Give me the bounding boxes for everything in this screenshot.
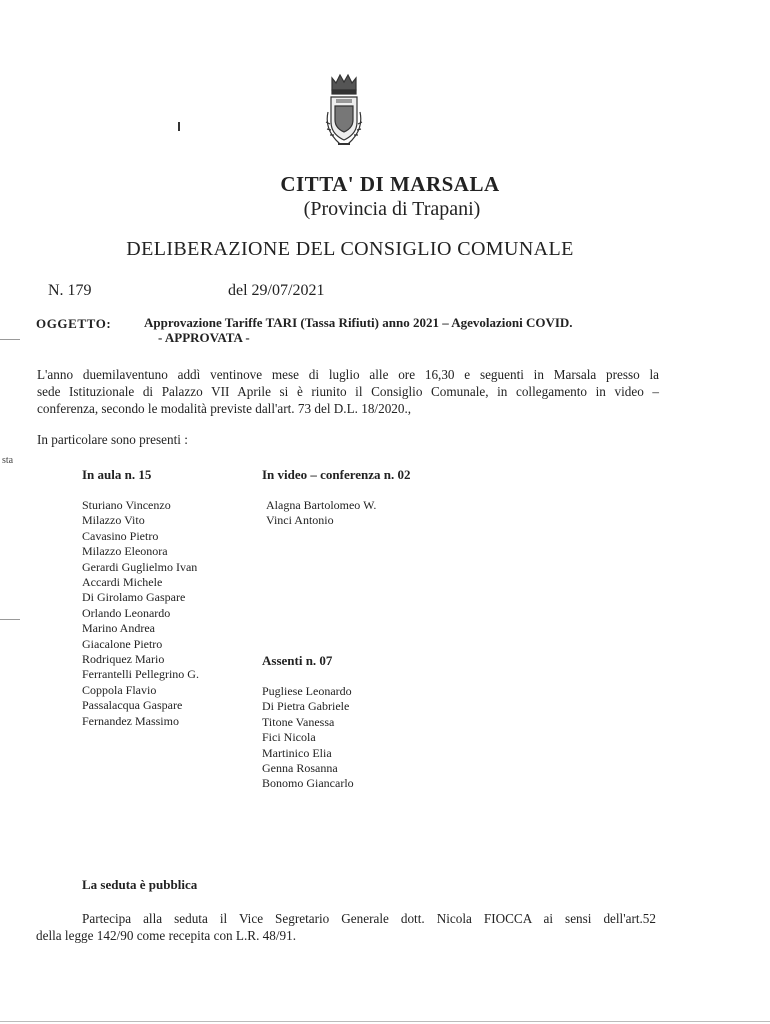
list-item: Ferrantelli Pellegrino G.	[82, 667, 199, 682]
in-aula-list	[82, 498, 199, 729]
list-item: Cavasino Pietro	[82, 528, 159, 543]
assenti-list	[262, 684, 354, 792]
secretary-line: Partecipa alla seduta il Vice Segretario Generale dott. Nicola FIOCCA ai sensi dell'art.52	[82, 911, 656, 926]
list-item: Fici Nicola	[262, 730, 316, 745]
present-label: In particolare sono presenti :	[37, 432, 188, 447]
list-item: Milazzo Vito	[82, 513, 145, 528]
list-item: Gerardi Guglielmo Ivan	[82, 559, 198, 574]
list-item: Genna Rosanna	[262, 761, 338, 776]
scan-mark	[178, 122, 180, 131]
city-crest-icon	[316, 72, 372, 152]
list-item: Rodriquez Mario	[82, 652, 165, 667]
deliberation-date: del 29/07/2021	[228, 282, 325, 299]
secretary-line: della legge 142/90 come recepita con L.R. 48/91.	[36, 928, 297, 943]
subject-text: Approvazione Tariffe TARI (Tassa Rifiuti) anno 2021 – Agevolazioni COVID.	[144, 315, 573, 330]
subject-label: OGGETTO:	[36, 316, 112, 331]
list-item: Milazzo Eleonora	[82, 544, 168, 559]
list-item: Vinci Antonio	[266, 513, 334, 528]
list-item: Passalacqua Gaspare	[82, 698, 183, 713]
margin-fragment: sta	[2, 455, 14, 466]
in-video-heading: In video – conferenza n. 02	[262, 467, 411, 482]
list-item: Di Girolamo Gaspare	[82, 590, 186, 605]
list-item: Pugliese Leonardo	[262, 684, 352, 698]
subject-status: - APPROVATA -	[158, 330, 250, 345]
city-title: CITTA' DI MARSALA	[280, 172, 500, 196]
list-item: Di Pietra Gabriele	[262, 699, 350, 714]
list-item: Sturiano Vincenzo	[82, 498, 171, 512]
intro-line: conferenza, secondo le modalità previste dall'art. 73 del D.L. 18/2020.,	[37, 401, 412, 416]
list-item: Alagna Bartolomeo W.	[266, 498, 377, 512]
margin-divider	[0, 339, 20, 340]
intro-line: L'anno duemilaventuno addì ventinove mese di luglio alle ore 16,30 e seguenti in Marsala presso la	[37, 367, 659, 382]
page-bottom-edge	[0, 1021, 770, 1022]
list-item: Marino Andrea	[82, 621, 155, 636]
list-item: Orlando Leonardo	[82, 605, 171, 620]
deliberation-number: N. 179	[48, 282, 92, 299]
list-item: Martinico Elia	[262, 745, 332, 760]
list-item: Bonomo Giancarlo	[262, 776, 354, 791]
deliberation-heading: DELIBERAZIONE DEL CONSIGLIO COMUNALE	[126, 238, 574, 260]
province-subtitle: (Provincia di Trapani)	[303, 198, 481, 220]
public-session-heading: La seduta è pubblica	[82, 877, 198, 892]
in-aula-heading: In aula n. 15	[82, 467, 152, 482]
list-item: Giacalone Pietro	[82, 636, 163, 651]
list-item: Titone Vanessa	[262, 714, 335, 729]
intro-paragraph	[37, 366, 659, 417]
margin-divider	[0, 619, 20, 620]
in-video-list	[266, 498, 376, 529]
list-item: Fernandez Massimo	[82, 713, 179, 728]
secretary-paragraph	[36, 910, 656, 944]
intro-line: sede Istituzionale di Palazzo VII Aprile si è riunito il Consiglio Comunale, in collegamento in video –	[37, 384, 659, 399]
list-item: Coppola Flavio	[82, 682, 157, 697]
list-item: Accardi Michele	[82, 575, 163, 590]
assenti-heading: Assenti n. 07	[262, 653, 333, 668]
